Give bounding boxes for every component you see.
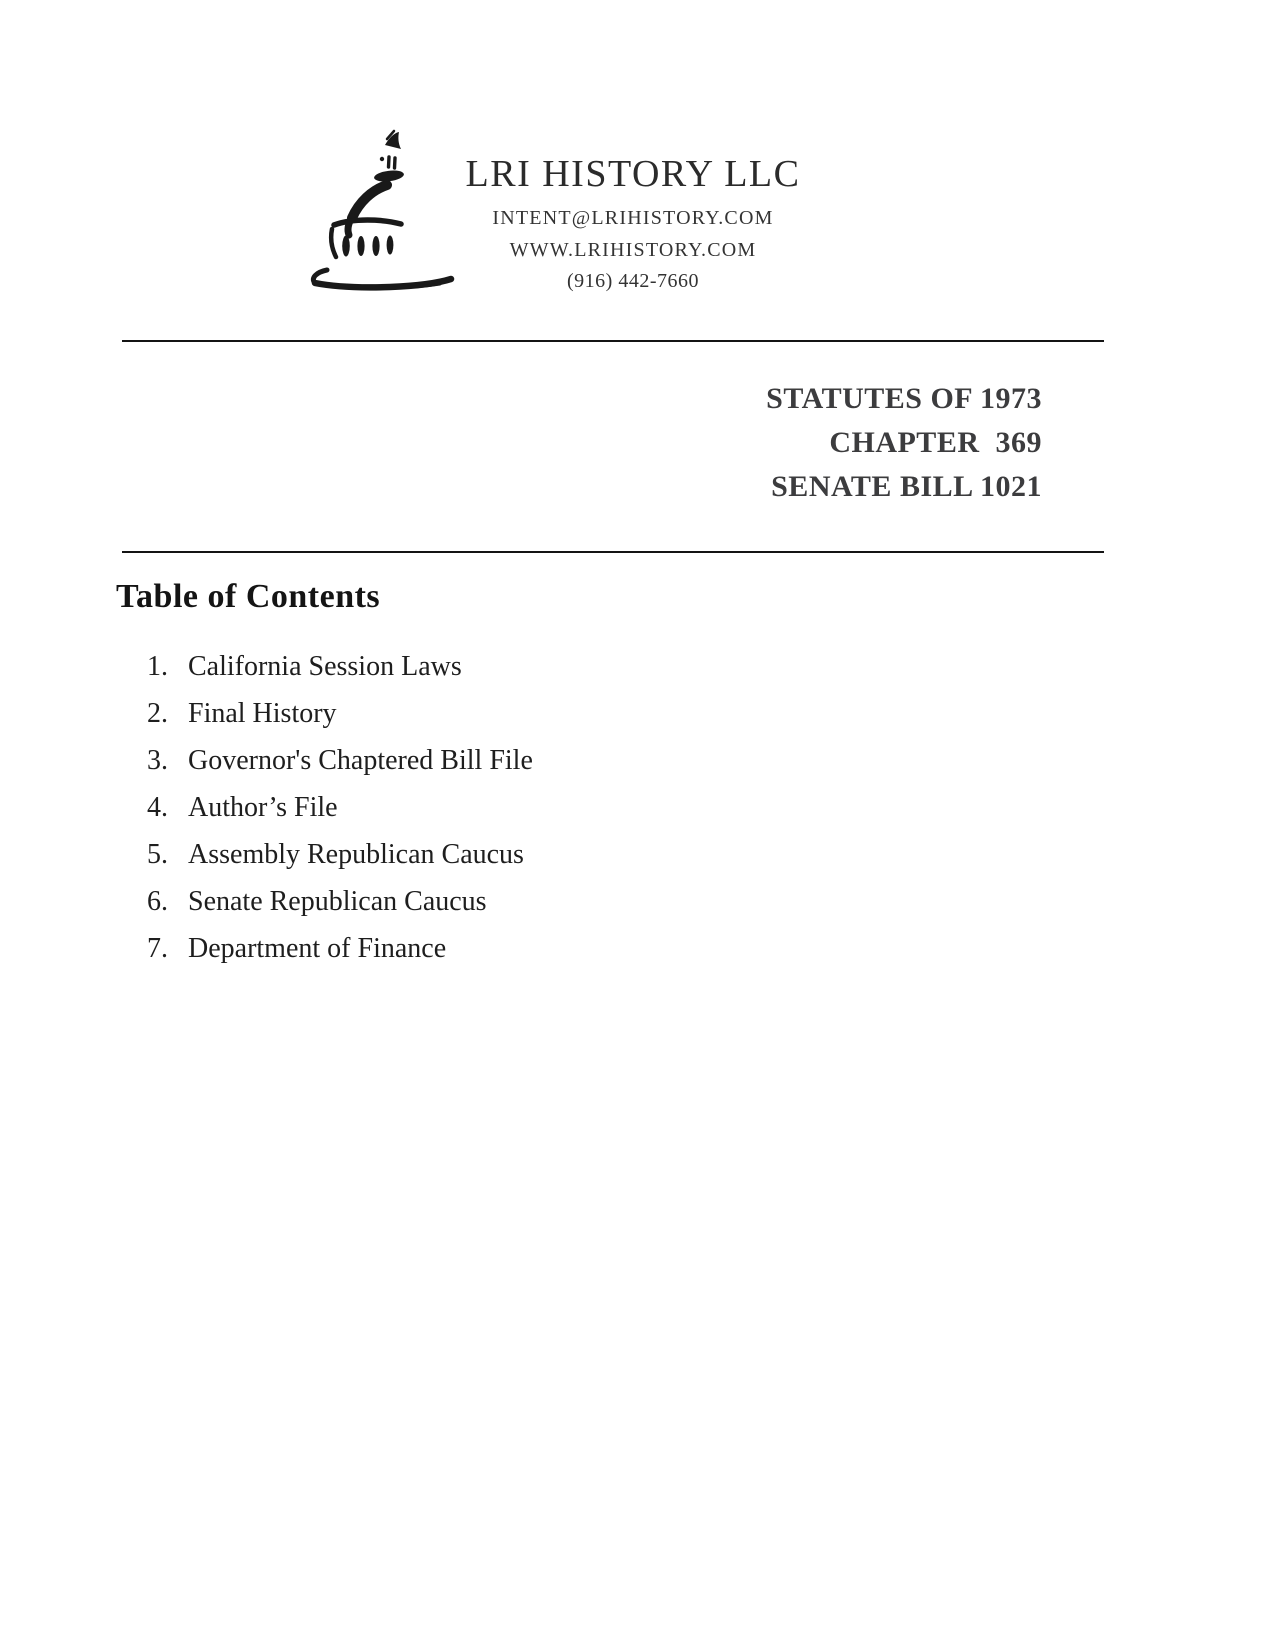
toc-list [147,651,533,980]
toc-item-number: 6. [147,886,168,917]
toc-item-label: Senate Republican Caucus [188,886,487,917]
section-divider [122,551,1104,553]
bill-identification-block [766,377,1042,509]
toc-item-label: Author’s File [188,792,338,823]
company-phone: (916) 442-7660 [567,270,699,292]
toc-item-label: Assembly Republican Caucus [188,839,524,870]
toc-item [147,745,533,777]
toc-item-number: 7. [147,933,168,964]
toc-item-label: California Session Laws [188,651,462,682]
toc-item [147,886,533,918]
toc-item-number: 4. [147,792,168,823]
toc-item-number: 3. [147,745,168,776]
company-email: INTENT@LRIHISTORY.COM [492,207,774,229]
toc-item [147,933,533,965]
toc-item [147,698,533,730]
toc-item-label: Final History [188,698,337,729]
toc-heading: Table of Contents [116,578,381,615]
toc-item-number: 1. [147,651,168,682]
toc-item-label: Department of Finance [188,933,447,964]
capitol-dome-logo-icon [290,118,462,294]
company-website: WWW.LRIHISTORY.COM [509,239,757,261]
toc-item [147,839,533,871]
company-name: LRI HISTORY LLC [465,153,801,195]
toc-item-number: 5. [147,839,168,870]
chapter-line: CHAPTER 369 [829,426,1042,459]
toc-item-label: Governor's Chaptered Bill File [188,745,533,776]
senate-bill-line: SENATE BILL 1021 [771,470,1042,503]
toc-item [147,792,533,824]
header-divider [122,340,1104,342]
toc-item-number: 2. [147,698,168,729]
toc-item [147,651,533,683]
statutes-line: STATUTES OF 1973 [766,382,1042,415]
